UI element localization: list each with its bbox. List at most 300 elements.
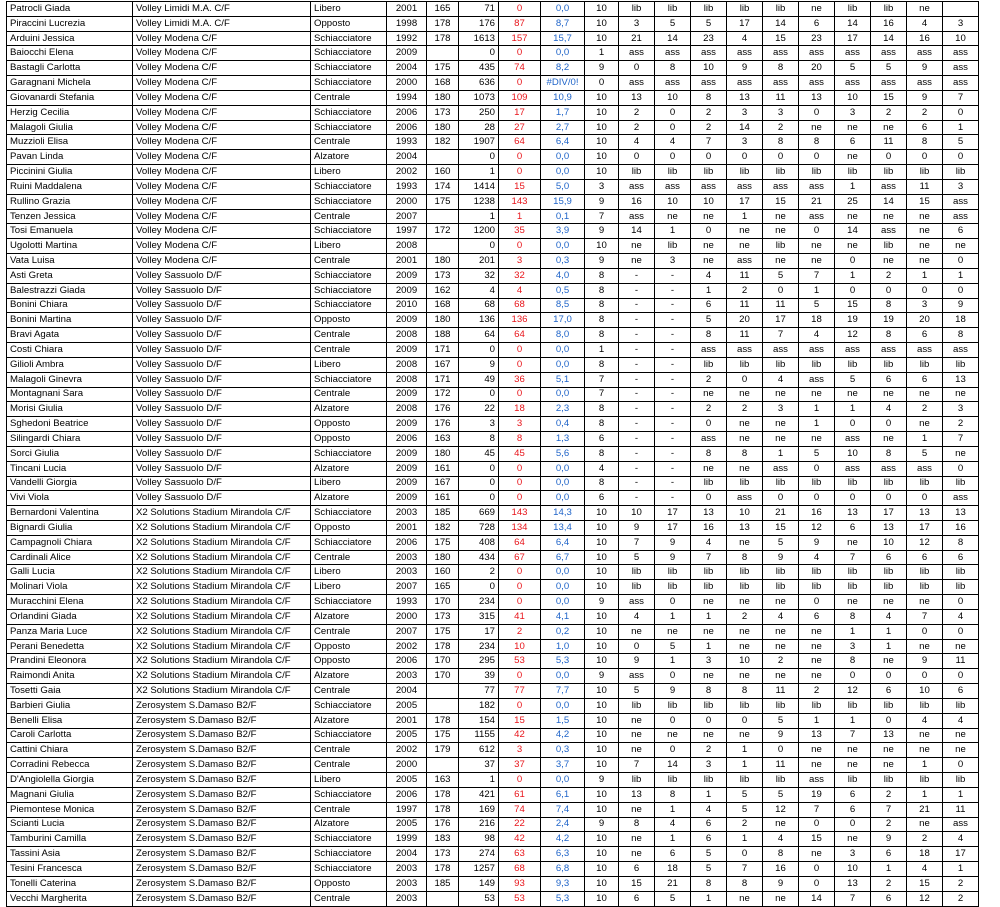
match-10-cell: 9 (943, 298, 979, 313)
team-name-cell: X2 Solutions Stadium Mirandola C/F (133, 669, 311, 684)
match-10-cell (943, 2, 979, 17)
match-10-cell: ass (943, 491, 979, 506)
match-10-cell: ne (943, 239, 979, 254)
match-5-cell: 9 (763, 728, 799, 743)
role-cell: Schiacciatore (311, 506, 387, 521)
match-6-cell: 9 (799, 535, 835, 550)
team-name-cell: Volley Modena C/F (133, 120, 311, 135)
match-3-cell: ass (691, 179, 727, 194)
match-9-cell: lib (907, 476, 943, 491)
role-cell: Schiacciatore (311, 847, 387, 862)
match-3-cell: ne (691, 387, 727, 402)
team-name-cell: Volley Sassuolo D/F (133, 491, 311, 506)
season-points-cell: 3 (499, 743, 541, 758)
matches-played-cell: 9 (585, 254, 619, 269)
match-3-cell: 2 (691, 372, 727, 387)
points-average-cell: 0,0 (541, 476, 585, 491)
match-4-cell: ass (727, 46, 763, 61)
match-5-cell: lib (763, 2, 799, 17)
match-10-cell: 10 (943, 31, 979, 46)
match-4-cell: ne (727, 239, 763, 254)
match-2-cell: 10 (655, 90, 691, 105)
player-name-cell: Gilioli Ambra (7, 357, 133, 372)
match-10-cell: 2 (943, 417, 979, 432)
season-points-cell: 0 (499, 773, 541, 788)
match-2-cell: 8 (655, 787, 691, 802)
table-row (7, 402, 979, 417)
height-cell: 171 (427, 372, 459, 387)
player-name-cell: Benelli Elisa (7, 713, 133, 728)
match-1-cell: ass (619, 209, 655, 224)
matches-played-cell: 8 (585, 298, 619, 313)
match-4-cell: ass (727, 343, 763, 358)
match-10-cell: 1 (943, 787, 979, 802)
team-name-cell: Volley Sassuolo D/F (133, 446, 311, 461)
team-name-cell: Volley Modena C/F (133, 90, 311, 105)
birth-year-cell: 1993 (387, 595, 427, 610)
match-6-cell: 16 (799, 506, 835, 521)
match-2-cell: 18 (655, 862, 691, 877)
table-row (7, 179, 979, 194)
career-total-cell: 0 (459, 150, 499, 165)
match-4-cell: ass (727, 76, 763, 91)
match-10-cell: ass (943, 343, 979, 358)
match-6-cell: 18 (799, 313, 835, 328)
team-name-cell: X2 Solutions Stadium Mirandola C/F (133, 550, 311, 565)
match-8-cell: 1 (871, 624, 907, 639)
season-points-cell: 3 (499, 254, 541, 269)
match-2-cell: lib (655, 580, 691, 595)
match-1-cell: - (619, 432, 655, 447)
match-9-cell: 6 (907, 550, 943, 565)
points-average-cell: 9,3 (541, 876, 585, 891)
match-1-cell: 0 (619, 61, 655, 76)
match-6-cell: ne (799, 254, 835, 269)
birth-year-cell: 2006 (387, 654, 427, 669)
player-name-cell: Bonini Martina (7, 313, 133, 328)
match-8-cell: 15 (871, 90, 907, 105)
career-total-cell: 1907 (459, 135, 499, 150)
role-cell: Schiacciatore (311, 787, 387, 802)
player-name-cell: Costi Chiara (7, 343, 133, 358)
season-points-cell: 42 (499, 832, 541, 847)
match-10-cell: 6 (943, 224, 979, 239)
matches-played-cell: 3 (585, 179, 619, 194)
match-2-cell: 0 (655, 743, 691, 758)
birth-year-cell: 2009 (387, 283, 427, 298)
match-5-cell: 9 (763, 876, 799, 891)
match-9-cell: lib (907, 773, 943, 788)
match-10-cell: lib (943, 565, 979, 580)
table-row (7, 357, 979, 372)
match-2-cell: lib (655, 565, 691, 580)
role-cell: Centrale (311, 135, 387, 150)
match-8-cell: ass (871, 179, 907, 194)
match-1-cell: 5 (619, 684, 655, 699)
match-7-cell: 13 (835, 506, 871, 521)
match-9-cell: 6 (907, 328, 943, 343)
match-6-cell: ass (799, 209, 835, 224)
matches-played-cell: 10 (585, 639, 619, 654)
match-1-cell: - (619, 446, 655, 461)
match-7-cell: 10 (835, 862, 871, 877)
match-6-cell: 0 (799, 224, 835, 239)
match-4-cell: ne (727, 417, 763, 432)
match-4-cell: ass (727, 254, 763, 269)
season-points-cell: 109 (499, 90, 541, 105)
match-2-cell: 10 (655, 194, 691, 209)
match-8-cell: lib (871, 239, 907, 254)
match-9-cell: 5 (907, 446, 943, 461)
team-name-cell: X2 Solutions Stadium Mirandola C/F (133, 506, 311, 521)
match-4-cell: 1 (727, 832, 763, 847)
match-6-cell: 1 (799, 713, 835, 728)
match-2-cell: 5 (655, 639, 691, 654)
match-4-cell: 14 (727, 120, 763, 135)
birth-year-cell: 2005 (387, 773, 427, 788)
table-row (7, 135, 979, 150)
match-7-cell: 0 (835, 254, 871, 269)
match-2-cell: 8 (655, 61, 691, 76)
match-3-cell: 2 (691, 120, 727, 135)
match-7-cell: 13 (835, 876, 871, 891)
career-total-cell: 32 (459, 268, 499, 283)
career-total-cell: 669 (459, 506, 499, 521)
match-4-cell: ass (727, 491, 763, 506)
player-name-cell: Molinari Viola (7, 580, 133, 595)
season-points-cell: 0 (499, 476, 541, 491)
match-2-cell: 0 (655, 713, 691, 728)
match-2-cell: 1 (655, 802, 691, 817)
season-points-cell: 74 (499, 802, 541, 817)
player-name-cell: Muzzioli Elisa (7, 135, 133, 150)
match-10-cell: 17 (943, 847, 979, 862)
height-cell: 173 (427, 609, 459, 624)
match-2-cell: lib (655, 698, 691, 713)
points-average-cell: 0,3 (541, 743, 585, 758)
match-9-cell: 2 (907, 402, 943, 417)
table-row (7, 639, 979, 654)
match-2-cell: 0 (655, 150, 691, 165)
career-total-cell: 408 (459, 535, 499, 550)
matches-played-cell: 10 (585, 787, 619, 802)
birth-year-cell: 2005 (387, 728, 427, 743)
season-points-cell: 0 (499, 698, 541, 713)
team-name-cell: Volley Sassuolo D/F (133, 432, 311, 447)
player-name-cell: Cattini Chiara (7, 743, 133, 758)
role-cell: Schiacciatore (311, 46, 387, 61)
match-7-cell: ass (835, 343, 871, 358)
table-row (7, 31, 979, 46)
match-2-cell: 0 (655, 105, 691, 120)
match-5-cell: 5 (763, 713, 799, 728)
player-name-cell: D'Angiolella Giorgia (7, 773, 133, 788)
career-total-cell: 2 (459, 565, 499, 580)
match-8-cell: lib (871, 2, 907, 17)
match-2-cell: - (655, 387, 691, 402)
match-3-cell: 8 (691, 876, 727, 891)
table-row (7, 832, 979, 847)
team-name-cell: Zerosystem S.Damaso B2/F (133, 787, 311, 802)
season-points-cell: 143 (499, 506, 541, 521)
match-6-cell: 4 (799, 550, 835, 565)
match-8-cell: 7 (871, 802, 907, 817)
career-total-cell: 1 (459, 773, 499, 788)
match-7-cell: 6 (835, 520, 871, 535)
height-cell: 175 (427, 194, 459, 209)
height-cell: 180 (427, 313, 459, 328)
points-average-cell: 2,4 (541, 817, 585, 832)
team-name-cell: Volley Modena C/F (133, 150, 311, 165)
points-average-cell: 1,5 (541, 713, 585, 728)
player-name-cell: Vecchi Margherita (7, 891, 133, 906)
match-6-cell: 13 (799, 90, 835, 105)
role-cell: Schiacciatore (311, 105, 387, 120)
points-average-cell: 0,0 (541, 343, 585, 358)
role-cell: Alzatore (311, 461, 387, 476)
career-total-cell: 149 (459, 876, 499, 891)
match-6-cell: 19 (799, 787, 835, 802)
birth-year-cell: 2001 (387, 2, 427, 17)
match-6-cell: 7 (799, 802, 835, 817)
match-5-cell: ne (763, 254, 799, 269)
match-4-cell: 13 (727, 90, 763, 105)
matches-played-cell: 10 (585, 535, 619, 550)
match-1-cell: - (619, 313, 655, 328)
match-2-cell: ne (655, 624, 691, 639)
player-name-cell: Caroli Carlotta (7, 728, 133, 743)
season-points-cell: 17 (499, 105, 541, 120)
height-cell: 160 (427, 165, 459, 180)
match-8-cell: 11 (871, 135, 907, 150)
team-name-cell: X2 Solutions Stadium Mirandola C/F (133, 624, 311, 639)
season-points-cell: 35 (499, 224, 541, 239)
match-6-cell: 5 (799, 446, 835, 461)
season-points-cell: 0 (499, 595, 541, 610)
match-9-cell: 15 (907, 194, 943, 209)
birth-year-cell: 2003 (387, 550, 427, 565)
points-average-cell: 0,0 (541, 46, 585, 61)
points-average-cell: 0,1 (541, 209, 585, 224)
match-9-cell: ne (907, 387, 943, 402)
player-name-cell: Bastagli Carlotta (7, 61, 133, 76)
matches-played-cell: 7 (585, 209, 619, 224)
points-average-cell: 17,0 (541, 313, 585, 328)
matches-played-cell: 10 (585, 832, 619, 847)
table-row (7, 847, 979, 862)
points-average-cell: 5,1 (541, 372, 585, 387)
role-cell: Centrale (311, 802, 387, 817)
match-7-cell: lib (835, 698, 871, 713)
match-4-cell: lib (727, 357, 763, 372)
matches-played-cell: 8 (585, 268, 619, 283)
table-row (7, 46, 979, 61)
match-5-cell: 12 (763, 802, 799, 817)
matches-played-cell: 10 (585, 135, 619, 150)
match-3-cell: 6 (691, 817, 727, 832)
team-name-cell: Zerosystem S.Damaso B2/F (133, 743, 311, 758)
career-total-cell: 274 (459, 847, 499, 862)
match-6-cell: 20 (799, 61, 835, 76)
team-name-cell: Volley Sassuolo D/F (133, 313, 311, 328)
match-4-cell: lib (727, 2, 763, 17)
match-6-cell: 21 (799, 194, 835, 209)
match-8-cell: 6 (871, 891, 907, 906)
match-2-cell: 9 (655, 535, 691, 550)
role-cell: Schiacciatore (311, 832, 387, 847)
team-name-cell: Volley Modena C/F (133, 31, 311, 46)
match-1-cell: 6 (619, 891, 655, 906)
match-9-cell: 1 (907, 758, 943, 773)
match-3-cell: ass (691, 432, 727, 447)
match-9-cell: 6 (907, 372, 943, 387)
role-cell: Alzatore (311, 669, 387, 684)
match-5-cell: ass (763, 76, 799, 91)
match-6-cell: 12 (799, 520, 835, 535)
match-5-cell: ne (763, 417, 799, 432)
height-cell: 175 (427, 61, 459, 76)
team-name-cell: Volley Modena C/F (133, 135, 311, 150)
matches-played-cell: 9 (585, 224, 619, 239)
birth-year-cell: 2006 (387, 120, 427, 135)
match-8-cell: 0 (871, 417, 907, 432)
match-10-cell: ne (943, 728, 979, 743)
match-4-cell: 2 (727, 283, 763, 298)
career-total-cell: 169 (459, 802, 499, 817)
match-4-cell: 10 (727, 506, 763, 521)
match-8-cell: ne (871, 120, 907, 135)
match-9-cell: ne (907, 743, 943, 758)
role-cell: Centrale (311, 891, 387, 906)
match-9-cell: ne (907, 254, 943, 269)
player-name-cell: Campagnoli Chiara (7, 535, 133, 550)
match-9-cell: 0 (907, 624, 943, 639)
career-total-cell: 176 (459, 16, 499, 31)
match-4-cell: 13 (727, 520, 763, 535)
match-5-cell: 0 (763, 150, 799, 165)
matches-played-cell: 10 (585, 565, 619, 580)
match-6-cell: 1 (799, 402, 835, 417)
player-name-cell: Rullino Grazia (7, 194, 133, 209)
match-7-cell: ass (835, 76, 871, 91)
match-3-cell: ne (691, 669, 727, 684)
career-total-cell: 250 (459, 105, 499, 120)
match-1-cell: ne (619, 728, 655, 743)
match-3-cell: 8 (691, 90, 727, 105)
season-points-cell: 134 (499, 520, 541, 535)
birth-year-cell: 2010 (387, 298, 427, 313)
match-8-cell: 0 (871, 491, 907, 506)
birth-year-cell: 2009 (387, 446, 427, 461)
match-3-cell: 6 (691, 832, 727, 847)
match-5-cell: 4 (763, 609, 799, 624)
match-9-cell: 0 (907, 283, 943, 298)
matches-played-cell: 10 (585, 891, 619, 906)
match-5-cell: ne (763, 387, 799, 402)
match-3-cell: 8 (691, 328, 727, 343)
matches-played-cell: 6 (585, 491, 619, 506)
match-2-cell: ne (655, 209, 691, 224)
matches-played-cell: 8 (585, 328, 619, 343)
match-1-cell: ass (619, 595, 655, 610)
match-10-cell: 3 (943, 179, 979, 194)
career-total-cell: 1 (459, 165, 499, 180)
points-average-cell: 15,9 (541, 194, 585, 209)
player-name-cell: Ruini Maddalena (7, 179, 133, 194)
career-total-cell: 1 (459, 209, 499, 224)
match-9-cell: ne (907, 595, 943, 610)
match-4-cell: ne (727, 387, 763, 402)
match-3-cell: 23 (691, 31, 727, 46)
match-7-cell: ne (835, 595, 871, 610)
team-name-cell: Volley Modena C/F (133, 239, 311, 254)
season-points-cell: 64 (499, 535, 541, 550)
match-9-cell: 8 (907, 135, 943, 150)
matches-played-cell: 8 (585, 283, 619, 298)
match-4-cell: 20 (727, 313, 763, 328)
role-cell: Centrale (311, 624, 387, 639)
match-5-cell: 0 (763, 743, 799, 758)
match-7-cell: lib (835, 2, 871, 17)
team-name-cell: Volley Modena C/F (133, 46, 311, 61)
height-cell: 162 (427, 283, 459, 298)
match-4-cell: 17 (727, 16, 763, 31)
matches-played-cell: 10 (585, 847, 619, 862)
career-total-cell: 1414 (459, 179, 499, 194)
match-10-cell: 4 (943, 609, 979, 624)
match-3-cell: 3 (691, 758, 727, 773)
team-name-cell: Volley Modena C/F (133, 224, 311, 239)
match-6-cell: 0 (799, 150, 835, 165)
player-name-cell: Tosetti Gaia (7, 684, 133, 699)
team-name-cell: Volley Sassuolo D/F (133, 372, 311, 387)
matches-played-cell: 10 (585, 2, 619, 17)
match-3-cell: 7 (691, 550, 727, 565)
points-average-cell: 6,4 (541, 135, 585, 150)
table-row (7, 609, 979, 624)
team-name-cell: Volley Limidi M.A. C/F (133, 16, 311, 31)
match-3-cell: 5 (691, 847, 727, 862)
match-2-cell: 1 (655, 832, 691, 847)
table-row (7, 432, 979, 447)
table-row (7, 61, 979, 76)
birth-year-cell: 2008 (387, 402, 427, 417)
table-row (7, 417, 979, 432)
match-6-cell: 5 (799, 298, 835, 313)
role-cell: Alzatore (311, 491, 387, 506)
match-7-cell: lib (835, 165, 871, 180)
season-points-cell: 77 (499, 684, 541, 699)
match-8-cell: lib (871, 580, 907, 595)
match-5-cell: 21 (763, 506, 799, 521)
points-average-cell: 10,9 (541, 90, 585, 105)
match-2-cell: - (655, 417, 691, 432)
match-10-cell: 2 (943, 891, 979, 906)
role-cell: Opposto (311, 417, 387, 432)
match-4-cell: 3 (727, 135, 763, 150)
role-cell: Libero (311, 580, 387, 595)
season-points-cell: 0 (499, 46, 541, 61)
table-row (7, 669, 979, 684)
match-4-cell: ne (727, 224, 763, 239)
height-cell: 174 (427, 179, 459, 194)
match-4-cell: 7 (727, 862, 763, 877)
career-total-cell: 0 (459, 580, 499, 595)
match-7-cell: 5 (835, 372, 871, 387)
match-7-cell: ne (835, 535, 871, 550)
table-row (7, 773, 979, 788)
points-average-cell: 7,4 (541, 802, 585, 817)
